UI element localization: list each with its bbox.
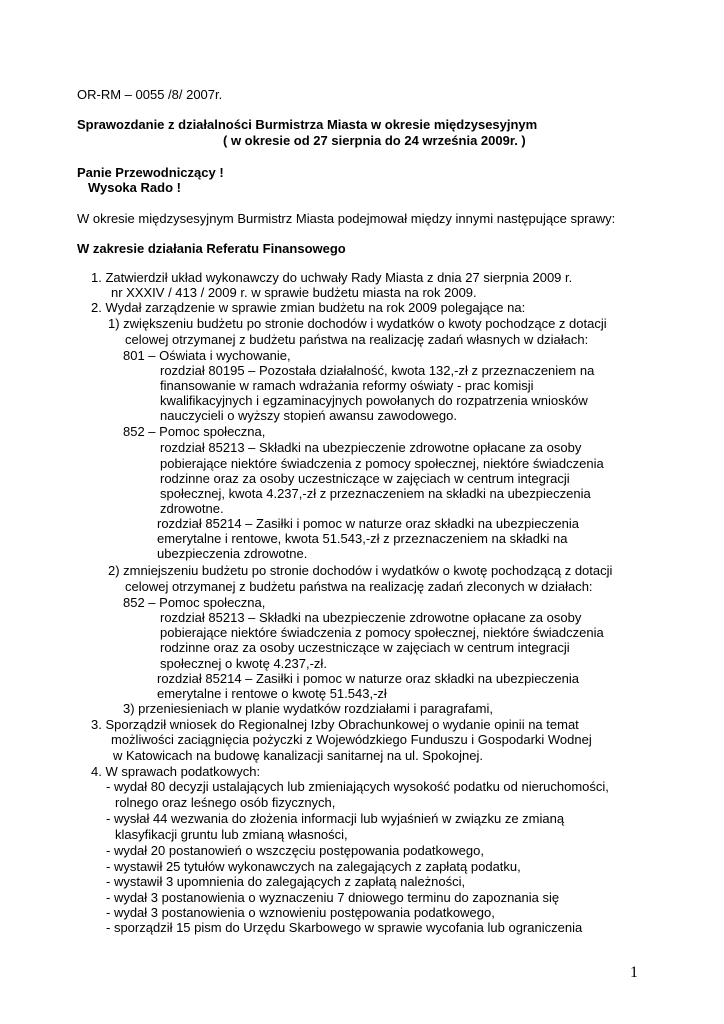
body-line: rodzinne oraz za osoby uczestniczące w zajęciach w centrum integracji bbox=[160, 471, 570, 486]
body-line: społecznej o kwotę 4.237,-zł. bbox=[160, 656, 327, 671]
body-line: społecznej, kwota 4.237,-zł z przeznaczeniem na składki na ubezpieczenia bbox=[160, 486, 591, 501]
body-line: pobierające niektóre świadczenia z pomocy społecznej, niektóre świadczenia bbox=[160, 456, 604, 471]
body-line: rozdział 85213 – Składki na ubezpieczenie zdrowotne opłacane za osoby bbox=[160, 610, 582, 625]
body-line: kwalifikacyjnych i egzaminacyjnych powołanych do rozpatrzenia wniosków bbox=[160, 393, 588, 408]
section-heading: W zakresie działania Referatu Finansowego bbox=[77, 241, 346, 256]
body-line: 852 – Pomoc społeczna, bbox=[123, 424, 266, 439]
body-line: - wysłał 44 wezwania do złożenia informacji lub wyjaśnień w związku ze zmianą bbox=[106, 811, 565, 826]
body-line: - wydał 20 postanowień o wszczęciu postępowania podatkowego, bbox=[106, 843, 484, 858]
body-line: rozdział 85214 – Zasiłki i pomoc w naturze oraz składki na ubezpieczenia bbox=[157, 516, 579, 531]
body-line: - wydał 80 decyzji ustalających lub zmieniających wysokość podatku od nieruchomości, bbox=[106, 779, 609, 794]
body-line: 2) zmniejszeniu budżetu po stronie dochodów i wydatków o kwotę pochodzącą z dotacji bbox=[108, 563, 613, 578]
body-line: celowej otrzymanej z budżetu państwa na realizację zadań zleconych w działach: bbox=[125, 579, 593, 594]
report-title: Sprawozdanie z działalności Burmistrza Miasta w okresie międzysesyjnym bbox=[77, 117, 538, 132]
body-line: - wydał 3 postanowienia o wznowieniu postępowania podatkowego, bbox=[106, 905, 495, 920]
body-line: emerytalne i rentowe, kwota 51.543,-zł z przeznaczeniem na składki na bbox=[157, 531, 568, 546]
body-line: pobierające niektóre świadczenia z pomocy społecznej, niektóre świadczenia bbox=[160, 625, 604, 640]
body-line: rozdział 85214 – Zasiłki i pomoc w naturze oraz składki na ubezpieczenia bbox=[157, 671, 579, 686]
salutation-council: Wysoka Rado ! bbox=[88, 180, 181, 195]
report-period: ( w okresie od 27 sierpnia do 24 września 2009r. ) bbox=[223, 133, 526, 148]
body-line: 4. W sprawach podatkowych: bbox=[91, 764, 261, 779]
body-line: - wydał 3 postanowienia o wyznaczeniu 7 dniowego terminu do zapoznania się bbox=[106, 890, 560, 905]
body-line: zdrowotne. bbox=[160, 501, 224, 516]
body-line: 801 – Oświata i wychowanie, bbox=[123, 348, 291, 363]
body-line: 3) przeniesieniach w planie wydatków rozdziałami i paragrafami, bbox=[123, 701, 493, 716]
document-reference: OR-RM – 0055 /8/ 2007r. bbox=[77, 87, 223, 102]
body-line: klasyfikacji gruntu lub zmianą własności, bbox=[115, 827, 348, 842]
body-line: możliwości zaciągnięcia pożyczki z Wojewódzkiego Funduszu i Gospodarki Wodnej bbox=[111, 732, 592, 747]
body-line: w Katowicach na budowę kanalizacji sanitarnej na ul. Spokojnej. bbox=[113, 748, 483, 763]
body-line: rolnego oraz leśnego osób fizycznych, bbox=[115, 795, 336, 810]
body-line: rodzinne oraz za osoby uczestniczące w zajęciach w centrum integracji bbox=[160, 640, 570, 655]
body-line: nr XXXIV / 413 / 2009 r. w sprawie budżetu miasta na rok 2009. bbox=[111, 285, 477, 300]
body-line: 2. Wydał zarządzenie w sprawie zmian budżetu na rok 2009 polegające na: bbox=[91, 300, 526, 315]
body-line: nauczycieli o wyższy stopień awansu zawodowego. bbox=[160, 408, 457, 423]
body-line: 1. Zatwierdził układ wykonawczy do uchwały Rady Miasta z dnia 27 sierpnia 2009 r. bbox=[91, 270, 573, 285]
body-line: 852 – Pomoc społeczna, bbox=[123, 595, 266, 610]
intro-paragraph: W okresie międzysesyjnym Burmistrz Miasta podejmował między innymi następujące sprawy: bbox=[77, 211, 616, 226]
body-line: emerytalne i rentowe o kwotę 51.543,-zł bbox=[157, 686, 387, 701]
body-line: ubezpieczenia zdrowotne. bbox=[157, 546, 308, 561]
body-line: 3. Sporządził wniosek do Regionalnej Izby Obrachunkowej o wydanie opinii na temat bbox=[91, 717, 579, 732]
body-line: 1) zwiększeniu budżetu po stronie dochodów i wydatków o kwoty pochodzące z dotacji bbox=[108, 316, 607, 331]
body-line: - wystawił 3 upomnienia do zalegających z zapłatą należności, bbox=[106, 874, 466, 889]
body-line: - wystawił 25 tytułów wykonawczych na zalegających z zapłatą podatku, bbox=[106, 859, 521, 874]
body-line: finansowanie w ramach wdrażania reformy oświaty - prac komisji bbox=[160, 378, 534, 393]
salutation-chair: Panie Przewodniczący ! bbox=[77, 165, 224, 180]
page-number: 1 bbox=[630, 964, 638, 981]
body-line: celowej otrzymanej z budżetu państwa na realizację zadań własnych w działach: bbox=[125, 332, 589, 347]
body-line: rozdział 85213 – Składki na ubezpieczenie zdrowotne opłacane za osoby bbox=[160, 440, 582, 455]
body-line: rozdział 80195 – Pozostała działalność, kwota 132,-zł z przeznaczeniem na bbox=[160, 363, 595, 378]
body-line: - sporządził 15 pism do Urzędu Skarbowego w sprawie wycofania lub ograniczenia bbox=[106, 920, 583, 935]
